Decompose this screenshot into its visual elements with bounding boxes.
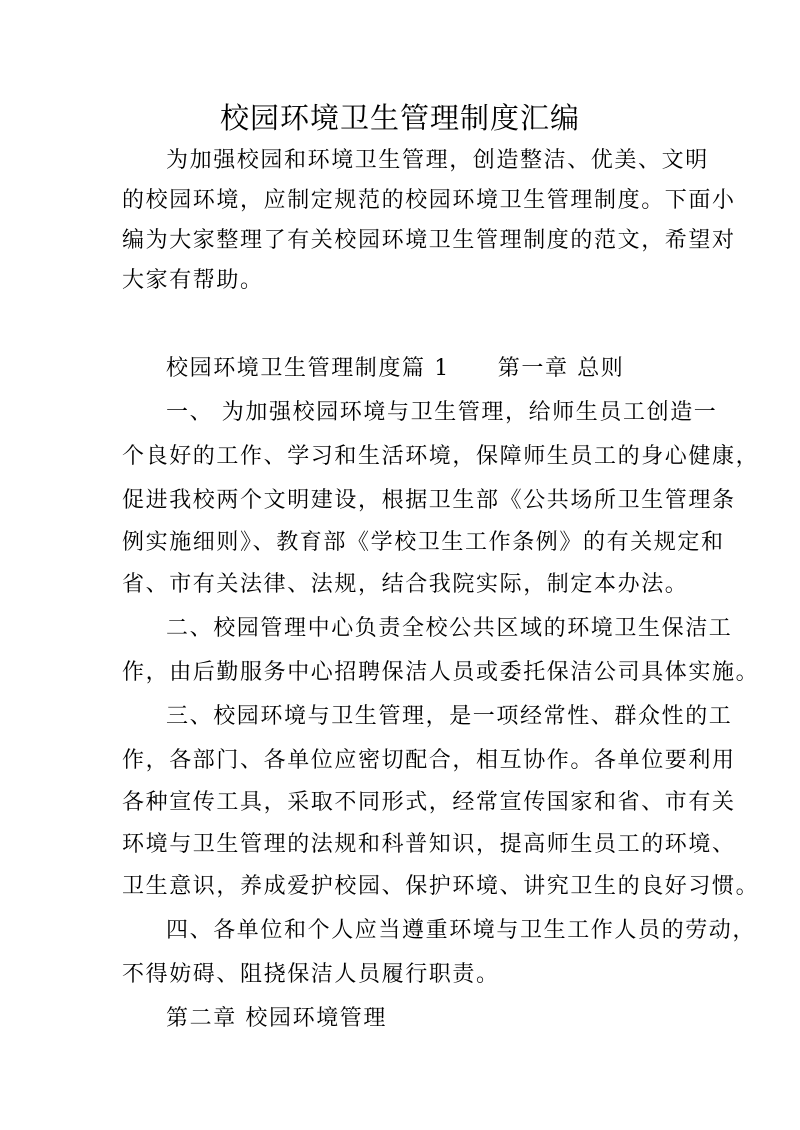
intro-line-3: 编为大家整理了有关校园环境卫生管理制度的范文，希望对 xyxy=(122,228,736,253)
para1-line-4: 例实施细则》、教育部《学校卫生工作条例》的有关规定和 xyxy=(122,530,725,555)
intro-line-4: 大家有帮助。 xyxy=(122,268,264,293)
para3-line-4: 环境与卫生管理的法规和科普知识，提高师生员工的环境、 xyxy=(122,832,736,857)
para3-line-1: 三、校园环境与卫生管理，是一项经常性、群众性的工 xyxy=(166,704,733,729)
para4-line-2: 不得妨碍、阻挠保洁人员履行职责。 xyxy=(122,962,500,987)
para2-line-2: 作，由后勤服务中心招聘保洁人员或委托保洁公司具体实施。 xyxy=(122,660,760,685)
section-heading xyxy=(166,354,736,384)
intro-line-1: 为加强校园和环境卫生管理，创造整洁、优美、文明 xyxy=(166,148,709,173)
section-title: 校园环境卫生管理制度篇 1 xyxy=(166,356,450,381)
para1-line-5: 省、市有关法律、法规，结合我院实际，制定本办法。 xyxy=(122,572,689,597)
para1-line-3: 促进我校两个文明建设，根据卫生部《公共场所卫生管理条 xyxy=(122,488,736,513)
para4-line-1: 四、各单位和个人应当遵重环境与卫生工作人员的劳动， xyxy=(166,918,757,943)
intro-line-2: 的校园环境，应制定规范的校园环境卫生管理制度。下面小 xyxy=(122,188,736,213)
chapter1-title: 第一章 总则 xyxy=(497,356,625,381)
para3-line-3: 各种宣传工具，采取不同形式，经常宣传国家和省、市有关 xyxy=(122,790,736,815)
para1-line-1: 一、 为加强校园环境与卫生管理，给师生员工创造一 xyxy=(166,400,718,425)
document-title: 校园环境卫生管理制度汇编 xyxy=(219,101,580,135)
para2-line-1: 二、校园管理中心负责全校公共区域的环境卫生保洁工 xyxy=(166,616,733,641)
para3-line-5: 卫生意识，养成爱护校园、保护环境、讲究卫生的良好习惯。 xyxy=(122,874,760,899)
para3-line-2: 作，各部门、各单位应密切配合，相互协作。各单位要利用 xyxy=(122,748,736,773)
chapter2-title: 第二章 校园环境管理 xyxy=(166,1006,387,1031)
para1-line-2: 个良好的工作、学习和生活环境，保障师生员工的身心健康， xyxy=(122,444,760,469)
